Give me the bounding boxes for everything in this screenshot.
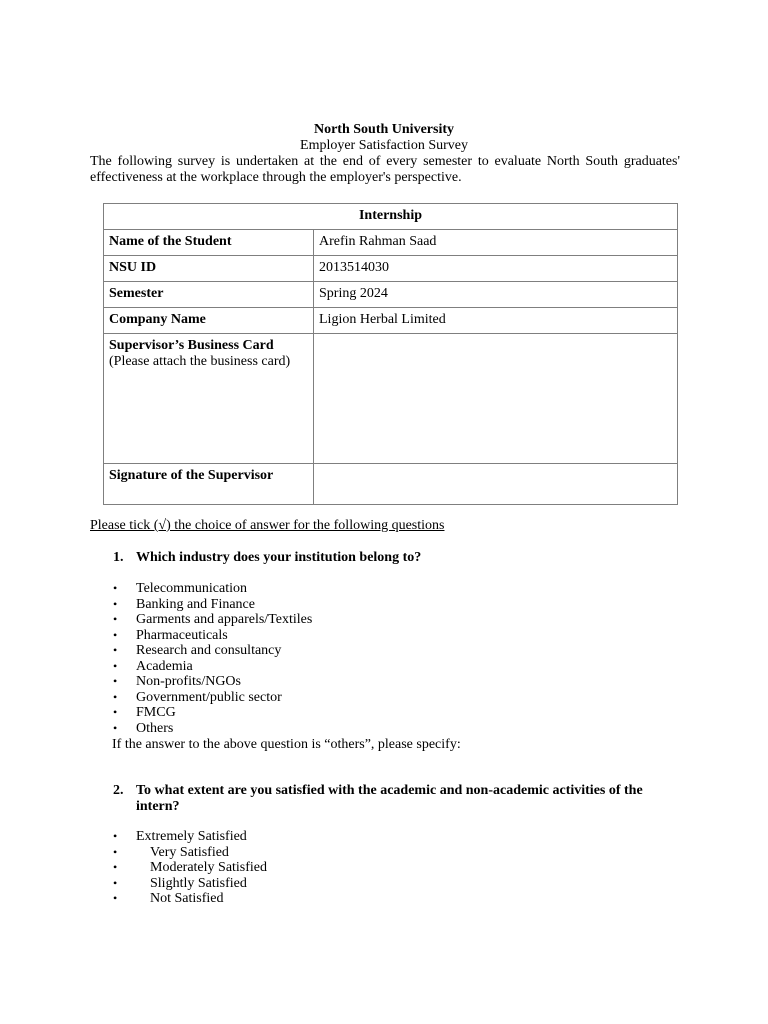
question-number: 1. (113, 550, 124, 565)
option-fmcg[interactable]: • FMCG (113, 705, 176, 720)
student-name-value: Arefin Rahman Saad (314, 230, 678, 256)
bullet-icon: • (113, 689, 118, 704)
table-row (104, 464, 678, 505)
option-government[interactable]: • Government/public sector (113, 689, 282, 705)
option-not-satisfied[interactable]: • Not Satisfied (113, 891, 224, 906)
option-extremely-satisfied[interactable]: • Extremely Satisfied (113, 829, 247, 844)
option-very-satisfied[interactable]: • Very Satisfied (113, 844, 229, 860)
bullet-icon: • (113, 658, 118, 673)
table-row (104, 256, 678, 282)
question-1-options (113, 581, 312, 736)
row-label: Semester (104, 282, 314, 308)
question-2-options (113, 829, 267, 907)
internship-table (103, 203, 678, 505)
bullet-icon: • (113, 860, 118, 874)
bullet-icon: • (113, 875, 118, 890)
survey-title: Employer Satisfaction Survey (300, 138, 468, 153)
bullet-icon: • (113, 643, 118, 657)
option-non-profits[interactable]: • Non-profits/NGOs (113, 674, 241, 689)
question-text: To what extent are you satisfied with the academic and non-academic activities of the intern? (136, 783, 643, 814)
bullet-icon: • (113, 581, 118, 595)
option-pharmaceuticals[interactable]: • Pharmaceuticals (113, 627, 228, 643)
tick-instruction: Please tick (√) the choice of answer for the following questions (90, 518, 445, 533)
business-card-label: Supervisor’s Business Card (109, 338, 274, 353)
question-text: Which industry does your institution belong to? (136, 550, 422, 565)
option-research[interactable]: • Research and consultancy (113, 643, 282, 658)
semester-value: Spring 2024 (314, 282, 678, 308)
option-banking-finance[interactable]: • Banking and Finance (113, 596, 255, 612)
signature-label: Signature of the Supervisor (104, 464, 314, 505)
table-row (104, 308, 678, 334)
business-card-label-cell (104, 334, 314, 464)
option-others[interactable]: • Others (113, 720, 174, 736)
option-slightly-satisfied[interactable]: • Slightly Satisfied (113, 875, 247, 891)
company-name-value: Ligion Herbal Limited (314, 308, 678, 334)
bullet-icon: • (113, 891, 118, 905)
bullet-icon: • (113, 627, 118, 642)
business-card-attachment-area (314, 334, 678, 464)
bullet-icon: • (113, 612, 118, 626)
bullet-icon: • (113, 596, 118, 611)
signature-area (314, 464, 678, 505)
survey-intro: The following survey is undertaken at the end of every semester to evaluate North South graduates' effectiveness at the workplace through the employer's perspective. (90, 154, 680, 185)
table-heading: Internship (104, 204, 678, 230)
option-telecommunication[interactable]: • Telecommunication (113, 581, 247, 596)
table-row (104, 334, 678, 464)
nsu-id-value: 2013514030 (314, 256, 678, 282)
row-label: Name of the Student (104, 230, 314, 256)
bullet-icon: • (113, 829, 118, 843)
university-title: North South University (313, 122, 454, 137)
option-academia[interactable]: • Academia (113, 658, 193, 674)
bullet-icon: • (113, 705, 118, 719)
bullet-icon: • (113, 720, 118, 735)
others-specify-prompt: If the answer to the above question is “others”, please specify: (112, 737, 461, 752)
question-number: 2. (113, 783, 124, 798)
table-row (104, 282, 678, 308)
bullet-icon: • (113, 674, 118, 688)
table-row (104, 230, 678, 256)
business-card-note: (Please attach the business card) (109, 354, 291, 369)
bullet-icon: • (113, 844, 118, 859)
row-label: NSU ID (104, 256, 314, 282)
row-label: Company Name (104, 308, 314, 334)
option-garments[interactable]: • Garments and apparels/Textiles (113, 612, 313, 627)
option-moderately-satisfied[interactable]: • Moderately Satisfied (113, 860, 268, 875)
